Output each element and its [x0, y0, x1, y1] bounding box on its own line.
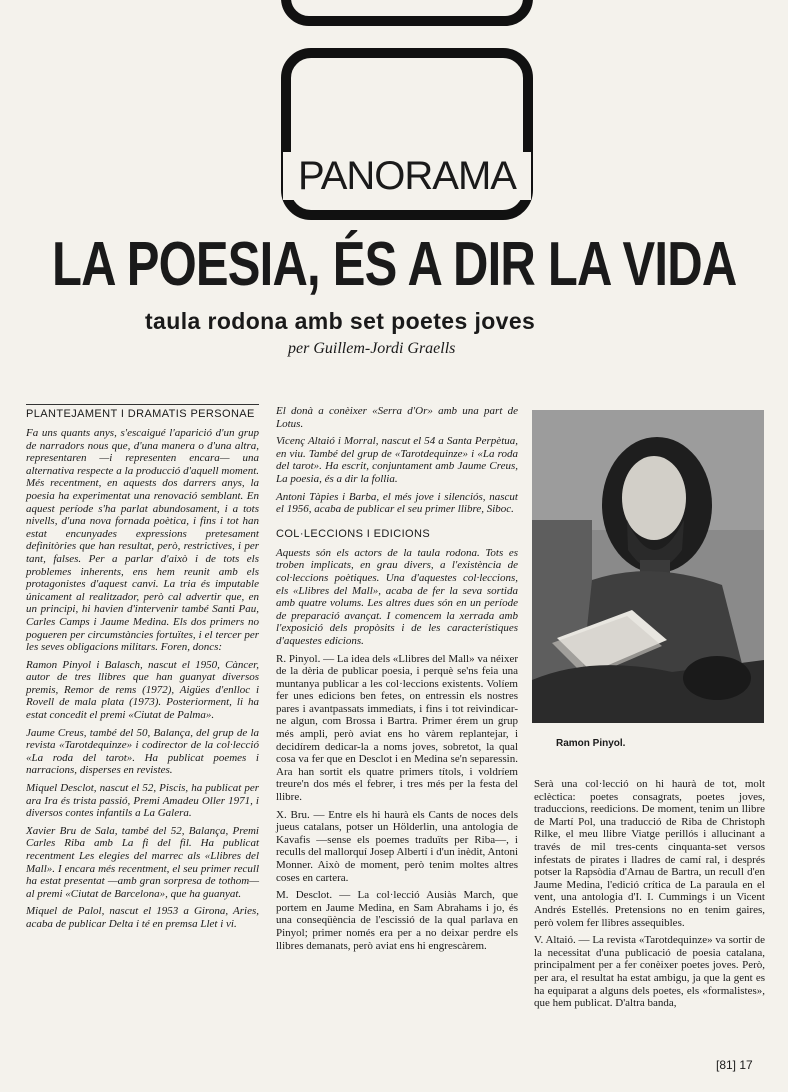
paragraph: Antoni Tàpies i Barba, el més jove i silenciós, nascut el 1956, acaba de publicar el seu primer llibre, Siboc.: [276, 490, 518, 516]
article-title: LA POESIA, ÉS A DIR LA VIDA: [52, 230, 737, 299]
paragraph: Ramon Pinyol i Balasch, nascut el 1950, Càncer, autor de tres llibres que han guanyat diversos premis, Remor de rems (1972), Aigües d'enlloc i Rovell de mala plata (1973). Posteriorment, li ha estat concedit el premi «Ciutat de Palma».: [26, 658, 259, 722]
paragraph: R. Pinyol. — La idea dels «Llibres del Mall» va néixer de la dèria de publicar poesia, i perquè se'ns feia una muntanya publicar a les col·leccions existents. Volíem fer unes edicions ben fetes, on entressin els nostres pares i avantpassats immediats, i fins i tot reivindicar-ne algun, com Brossa i Bartra. Primer érem un grup més ampli, però aviat ens ho vàrem replantejar, i decidírem dedicar-la a noms joves, sobretot, la qual cosa va fer que en Desclot i en Medina se'n separessin. Ara han sortit els quatre primers títols, i voldríem treure'n dos més el febrer, i tres més per la festa del llibre.: [276, 652, 518, 804]
column-3: [534, 778, 765, 1015]
paragraph: V. Altaió. — La revista «Tarotdequinze» va sortir de la necessitat d'una publicació de poesia catalana, principalment per a fer conèixer poetes joves. Però, per ara, el resultat ha estat ambigu, ja que la gent es ha equiparat a alguns dels poetes, els «formalistes», que hem publicat. D'altra banda,: [534, 934, 765, 1010]
section-heading: PLANTEJAMENT I DRAMATIS PERSONAE: [26, 404, 259, 421]
paragraph: Fa uns quants anys, s'escaigué l'aparició d'un grup de narradors nous que, d'una manera o d'una altra, representaren —i representen encara— una alternativa respecte a la producció d'aquell moment. Més recentment, en aquests dos darrers anys, la poesia ha experimentat una renovació semblant. En aquest període s'ha parlat abundosament, i a tots nivells, d'una nova fornada poètica, i fins i tot han estat encunyades expressions pretesament definitòries que han resultat, però, restrictives, i per tant, falses. Per a parlar d'això i de tots els problemes inherents, ens hem reunit amb els protagonistes d'aquest canvi. La tria és imputable únicament al realitzador, però cal advertir que, en un principi, hi havien d'intervenir també Santi Pau, Carles Camps i Jaume Medina. Els dos primers no pogueren per circumstàncies fortuïtes, i el tercer per les seves obligacions militars. Foren, doncs:: [26, 427, 259, 654]
lead-paragraph: Aquests són els actors de la taula rodona. Tots es troben implicats, en grau divers, a l'existència de col·leccions poètiques. Una d'aquestes col·leccions, els «Llibres del Mall», acaba de fer la seva sortida amb quatre volums. Les altres dues són en un període de preparació avançat. I comencem la xerrada amb l'exposició dels propòsits i de les característiques d'aquestes edicions.: [276, 546, 518, 647]
page-number: [81] 17: [716, 1058, 753, 1072]
paragraph: Miquel Desclot, nascut el 52, Piscis, ha publicat per ara Ira és trista passió, Premi Amadeu Oller 1971, i diversos contes infantils a La Galera.: [26, 782, 259, 820]
byline: per Guillem-Jordi Graells: [288, 340, 456, 357]
paragraph: Xavier Bru de Sala, també del 52, Balança, Premi Carles Riba amb La fi del fil. Ha publicat recentment Les elegies del marrec als «Llibres del Mall». I encara més recentment, el seu primer recull ha estat presentat —amb gran sorpresa de tothom— al premi «Ciutat de Barcelona», que ha guanyat.: [26, 824, 259, 900]
article-subtitle: taula rodona amb set poetes joves: [145, 308, 536, 334]
column-1: [26, 404, 259, 936]
paragraph: El donà a conèixer «Serra d'Or» amb una part de Lotus.: [276, 405, 518, 430]
paragraph: M. Desclot. — La col·lecció Ausiàs March, que portem en Jaume Medina, en Sam Abrahams i jo, és una conseqüència de l'escissió de la qual parlava en Pinyol; primer només era per a no deixar perdre els llibres demanats, però aviat ens hi engrescàrem.: [276, 889, 518, 952]
column-2: [276, 405, 518, 957]
portrait-photo: [532, 410, 764, 723]
photo-caption: Ramon Pinyol.: [556, 738, 626, 749]
section-label: PANORAMA: [283, 152, 531, 200]
panorama-frame-top: [281, 0, 533, 26]
paragraph: Vicenç Altaió i Morral, nascut el 54 a Santa Perpètua, en viu. També del grup de «Tarotdequinze» i «La roda del tarot». Ha escrit, conjuntament amb Jaume Creus, La poesia, és a dir la follia.: [276, 435, 518, 485]
paragraph: Serà una col·lecció on hi haurà de tot, molt eclèctica: poetes consagrats, poetes joves, traduccions, reedicions. De moment, tenim un llibre de Martí Pol, una traducció de Riba de Christoph Rilke, el meu llibre Viatge perillós i allucinant a través de mil tres-cents cinquanta-set versos infestats de pirates i lladres de camí ral, i després potser la Rapsòdia d'Arnau de Bartra, un recull d'en Jaume Medina, l'edició crítica de La paraula en el vent, una antologia d'I. I. Cummings i un Vicent Andrés Estellés. Pretensions no en tenim gaires, però volem fer llibres assequibles.: [534, 778, 765, 929]
paragraph: Jaume Creus, també del 50, Balança, del grup de la revista «Tarotdequinze» i codirector de la col·lecció «La roda del tarot». Ha publicat poemes i narracions, disperses en revistes.: [26, 726, 259, 777]
section-heading: COL·LECCIONS I EDICIONS: [276, 527, 431, 540]
paragraph: X. Bru. — Entre els hi haurà els Cants de noces dels jueus catalans, potser un Hölderlin, una antologia de Kavafis —sense els poemes traduïts per Riba—, i reculls del mallorquí Josep Albertí i d'un inèdit, Antoni Monner. Això de moment, però tenim moltes altres coses en cartera.: [276, 808, 518, 884]
paragraph: Miquel de Palol, nascut el 1953 a Girona, Aries, acaba de publicar Delta i té en premsa Llet i vi.: [26, 905, 259, 930]
